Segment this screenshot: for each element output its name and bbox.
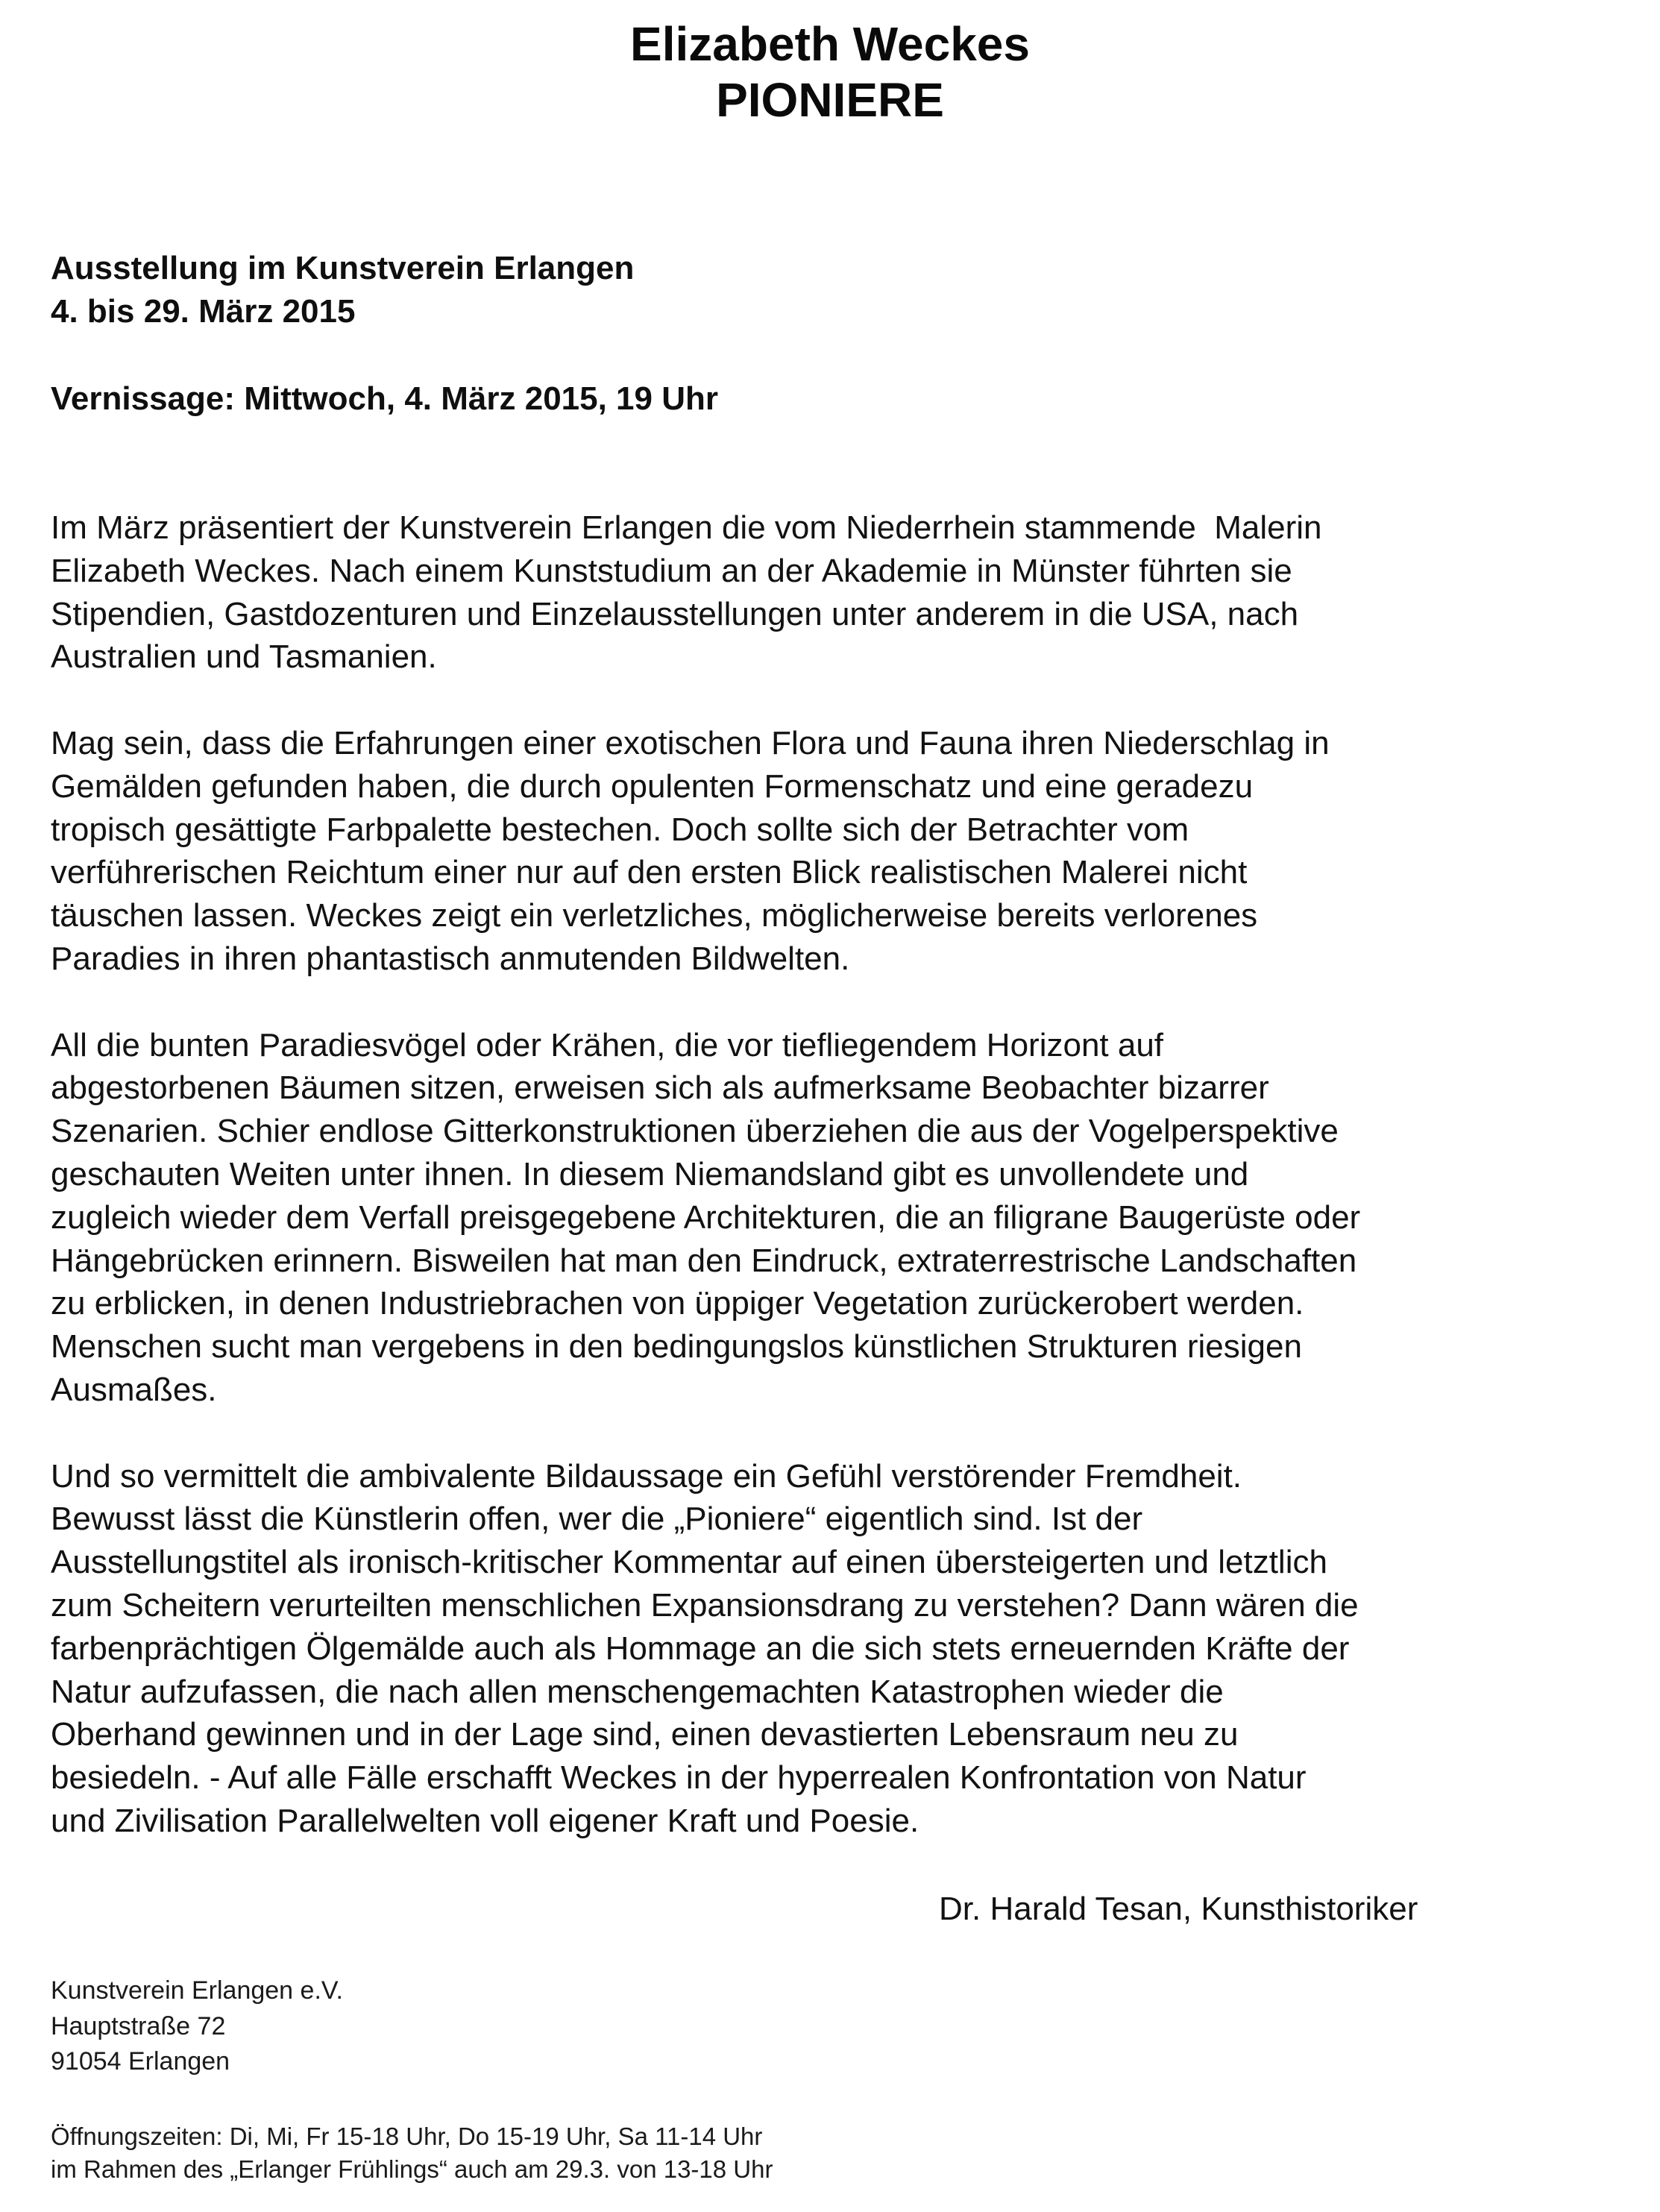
organization-name: Kunstverein Erlangen e.V. bbox=[51, 1976, 343, 2005]
text-line: abgestorbenen Bäumen sitzen, erweisen sich als aufmerksame Beobachter bizarrer bbox=[51, 1069, 1269, 1107]
regular-hours: Öffnungszeiten: Di, Mi, Fr 15-18 Uhr, Do 15-19 Uhr, Sa 11-14 Uhr bbox=[51, 2123, 763, 2150]
author-signature: Dr. Harald Tesan, Kunsthistoriker bbox=[939, 1891, 1418, 1927]
text-line: Stipendien, Gastdozenturen und Einzelausstellungen unter anderem in die USA, nach bbox=[51, 595, 1299, 632]
text-line: Und so vermittelt die ambivalente Bildaussage ein Gefühl verstörender Fremdheit. bbox=[51, 1457, 1242, 1495]
text-line: Hängebrücken erinnern. Bisweilen hat man den Eindruck, extraterrestrische Landschaften bbox=[51, 1242, 1357, 1279]
exhibition-info bbox=[51, 247, 634, 333]
opening-line: Vernissage: Mittwoch, 4. März 2015, 19 Uhr bbox=[51, 380, 718, 417]
text-line: Szenarien. Schier endlose Gitterkonstruktionen überziehen die aus der Vogelperspektive bbox=[51, 1113, 1339, 1150]
text-line: zum Scheitern verurteilten menschlichen Expansionsdrang zu verstehen? Dann wären die bbox=[51, 1586, 1359, 1624]
postal-city: 91054 Erlangen bbox=[51, 2047, 230, 2076]
exhibition-title: PIONIERE bbox=[716, 73, 944, 127]
text-line: Paradies in ihren phantastisch anmutenden Bildwelten. bbox=[51, 940, 850, 977]
article-body bbox=[51, 506, 1617, 1886]
paragraph-4 bbox=[51, 1455, 1617, 1843]
text-line: Natur aufzufassen, die nach allen menschengemachten Katastrophen wieder die bbox=[51, 1673, 1224, 1710]
text-line: täuschen lassen. Weckes zeigt ein verletzliches, möglicherweise bereits verlorenes bbox=[51, 897, 1258, 934]
text-line: Australien und Tasmanien. bbox=[51, 638, 437, 676]
text-line: Elizabeth Weckes. Nach einem Kunststudium an der Akademie in Münster führten sie bbox=[51, 552, 1292, 589]
text-line: Oberhand gewinnen und in der Lage sind, einen devastierten Lebensraum neu zu bbox=[51, 1716, 1239, 1753]
address bbox=[51, 1973, 343, 2080]
venue-line: Ausstellung im Kunstverein Erlangen bbox=[51, 250, 635, 286]
text-line: zu erblicken, in denen Industriebrachen von üppiger Vegetation zurückerobert werden. bbox=[51, 1285, 1304, 1322]
text-line: Bewusst lässt die Künstlerin offen, wer die „Pioniere“ eigentlich sind. Ist der bbox=[51, 1501, 1143, 1538]
text-line: Mag sein, dass die Erfahrungen einer exotischen Flora und Fauna ihren Niederschlag in bbox=[51, 724, 1330, 761]
street-address: Hauptstraße 72 bbox=[51, 2011, 226, 2040]
text-line: farbenprächtigen Ölgemälde auch als Hommage an die sich stets erneuernden Kräfte der bbox=[51, 1630, 1350, 1667]
text-line: tropisch gesättigte Farbpalette bestechen. Doch sollte sich der Betrachter vom bbox=[51, 811, 1189, 848]
text-line: und Zivilisation Parallelwelten voll eigener Kraft und Poesie. bbox=[51, 1802, 919, 1839]
text-line: All die bunten Paradiesvögel oder Krähen, die vor tiefliegendem Horizont auf bbox=[51, 1026, 1164, 1063]
exhibition-dates: 4. bis 29. März 2015 bbox=[51, 293, 356, 330]
text-line: Gemälden gefunden haben, die durch opulenten Formenschatz und eine geradezu bbox=[51, 767, 1254, 805]
paragraph-1 bbox=[51, 506, 1617, 679]
text-line: Ausmaßes. bbox=[51, 1371, 217, 1408]
text-line: verführerischen Reichtum einer nur auf den ersten Blick realistischen Malerei nicht bbox=[51, 854, 1248, 891]
opening-hours bbox=[51, 2120, 773, 2186]
text-line: Im März präsentiert der Kunstverein Erlangen die vom Niederrhein stammende Malerin bbox=[51, 509, 1322, 546]
special-hours: im Rahmen des „Erlanger Frühlings“ auch am 29.3. von 13-18 Uhr bbox=[51, 2155, 773, 2183]
text-line: geschauten Weiten unter ihnen. In diesem Niemandsland gibt es unvollendete und bbox=[51, 1155, 1249, 1193]
artist-name: Elizabeth Weckes bbox=[630, 17, 1030, 71]
document-title bbox=[0, 16, 1660, 128]
text-line: zugleich wieder dem Verfall preisgegebene Architekturen, die an filigrane Baugerüste oder bbox=[51, 1198, 1361, 1236]
text-line: besiedeln. - Auf alle Fälle erschafft Weckes in der hyperrealen Konfrontation von Natur bbox=[51, 1759, 1307, 1797]
paragraph-3 bbox=[51, 1024, 1617, 1412]
text-line: Ausstellungstitel als ironisch-kritischer Kommentar auf einen übersteigerten und letztlich bbox=[51, 1544, 1327, 1581]
paragraph-2 bbox=[51, 722, 1617, 981]
text-line: Menschen sucht man vergebens in den bedingungslos künstlichen Strukturen riesigen bbox=[51, 1328, 1302, 1366]
opening-info bbox=[51, 377, 718, 421]
